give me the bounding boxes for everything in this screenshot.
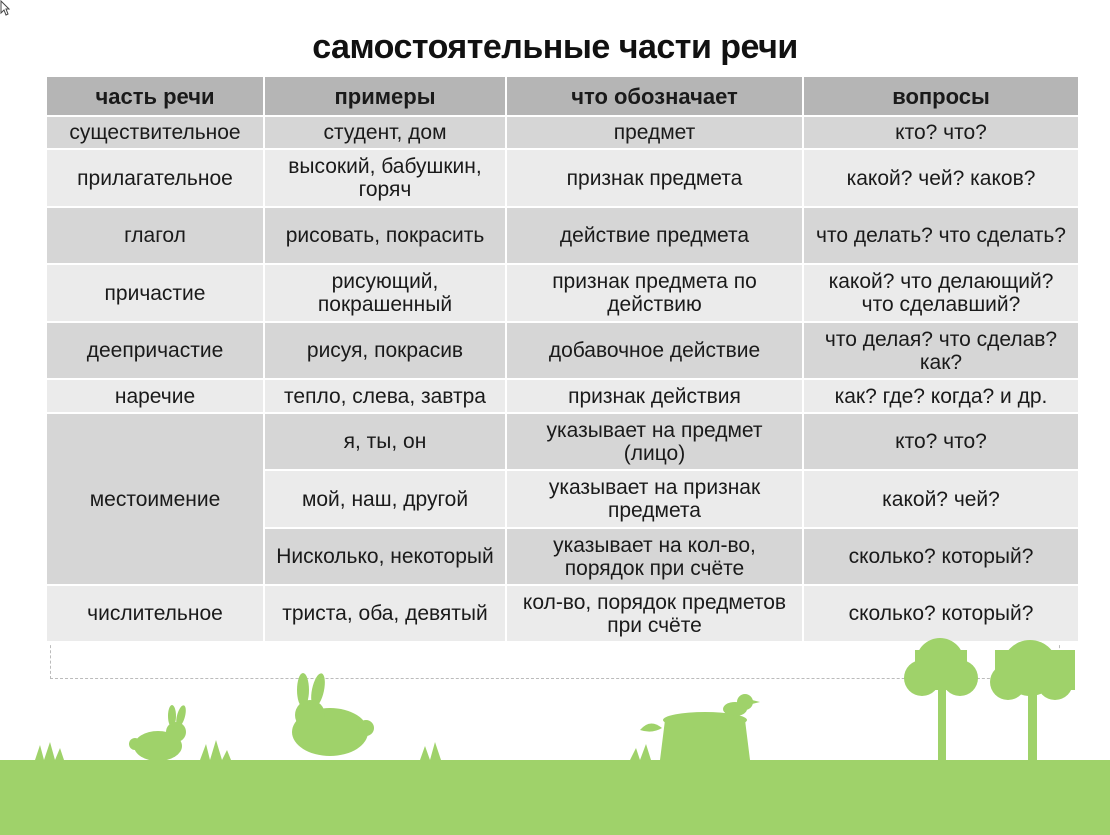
cell-part: прилагательное bbox=[46, 149, 264, 207]
cell-part: причастие bbox=[46, 264, 264, 322]
table-row bbox=[46, 149, 1079, 207]
cell-meaning: признак действия bbox=[506, 379, 803, 413]
grass-tuft-icon bbox=[200, 740, 231, 760]
cell-questions: что делая? что сделав? как? bbox=[803, 322, 1079, 379]
cell-questions: сколько? который? bbox=[803, 528, 1079, 585]
cell-meaning: добавочное действие bbox=[506, 322, 803, 379]
grass-tuft-icon bbox=[420, 742, 441, 760]
grass-tuft-icon bbox=[35, 742, 64, 760]
cell-examples: высокий, бабушкин, горяч bbox=[264, 149, 506, 207]
page-title: самостоятельные части речи bbox=[312, 28, 798, 66]
cell-meaning: указывает на предмет (лицо) bbox=[506, 413, 803, 470]
parts-of-speech-table bbox=[45, 75, 1080, 643]
cell-examples: студент, дом bbox=[264, 116, 506, 149]
cell-part: числительное bbox=[46, 585, 264, 642]
cell-part: деепричастие bbox=[46, 322, 264, 379]
cell-part: наречие bbox=[46, 379, 264, 413]
cell-examples: рисующий, покрашенный bbox=[264, 264, 506, 322]
column-header-meaning: что обозначает bbox=[506, 76, 803, 116]
stump-with-bird-icon bbox=[640, 694, 760, 760]
cell-meaning: указывает на кол-во, порядок при счёте bbox=[506, 528, 803, 585]
cell-questions: сколько? который? bbox=[803, 585, 1079, 642]
nature-scene bbox=[0, 620, 1110, 835]
cell-questions: какой? чей? каков? bbox=[803, 149, 1079, 207]
table-row bbox=[46, 322, 1079, 379]
table-row bbox=[46, 116, 1079, 149]
column-header-questions: вопросы bbox=[803, 76, 1079, 116]
grass-strip bbox=[0, 760, 1110, 835]
grass-tuft-icon bbox=[630, 744, 651, 760]
tree-icon bbox=[904, 638, 978, 765]
cell-questions: кто? что? bbox=[803, 413, 1079, 470]
cell-part: существительное bbox=[46, 116, 264, 149]
table-row bbox=[46, 413, 1079, 470]
rabbit-icon bbox=[292, 672, 374, 756]
cell-examples: триста, оба, девятый bbox=[264, 585, 506, 642]
table-row bbox=[46, 207, 1079, 264]
cell-examples: рисуя, покрасив bbox=[264, 322, 506, 379]
tree-icon bbox=[990, 640, 1075, 765]
cell-examples: Нисколько, некоторый bbox=[264, 528, 506, 585]
cell-questions: что делать? что сделать? bbox=[803, 207, 1079, 264]
cell-meaning: признак предмета bbox=[506, 149, 803, 207]
mouse-cursor-icon bbox=[0, 0, 10, 16]
cell-meaning: указывает на признак предмета bbox=[506, 470, 803, 528]
cell-meaning: признак предмета по действию bbox=[506, 264, 803, 322]
cell-questions: какой? что делающий? что сделавший? bbox=[803, 264, 1079, 322]
cell-questions: как? где? когда? и др. bbox=[803, 379, 1079, 413]
cell-examples: тепло, слева, завтра bbox=[264, 379, 506, 413]
cell-questions: какой? чей? bbox=[803, 470, 1079, 528]
table-row bbox=[46, 264, 1079, 322]
table-row bbox=[46, 379, 1079, 413]
column-header-part: часть речи bbox=[46, 76, 264, 116]
cell-part: местоимение bbox=[46, 413, 264, 585]
column-header-examples: примеры bbox=[264, 76, 506, 116]
cell-questions: кто? что? bbox=[803, 116, 1079, 149]
cell-examples: я, ты, он bbox=[264, 413, 506, 470]
cell-examples: рисовать, покрасить bbox=[264, 207, 506, 264]
header-row bbox=[46, 76, 1079, 116]
rabbit-icon bbox=[129, 704, 188, 761]
cell-meaning: предмет bbox=[506, 116, 803, 149]
cell-meaning: действие предмета bbox=[506, 207, 803, 264]
cell-meaning: кол-во, порядок предметов при счёте bbox=[506, 585, 803, 642]
cell-examples: мой, наш, другой bbox=[264, 470, 506, 528]
cell-part: глагол bbox=[46, 207, 264, 264]
